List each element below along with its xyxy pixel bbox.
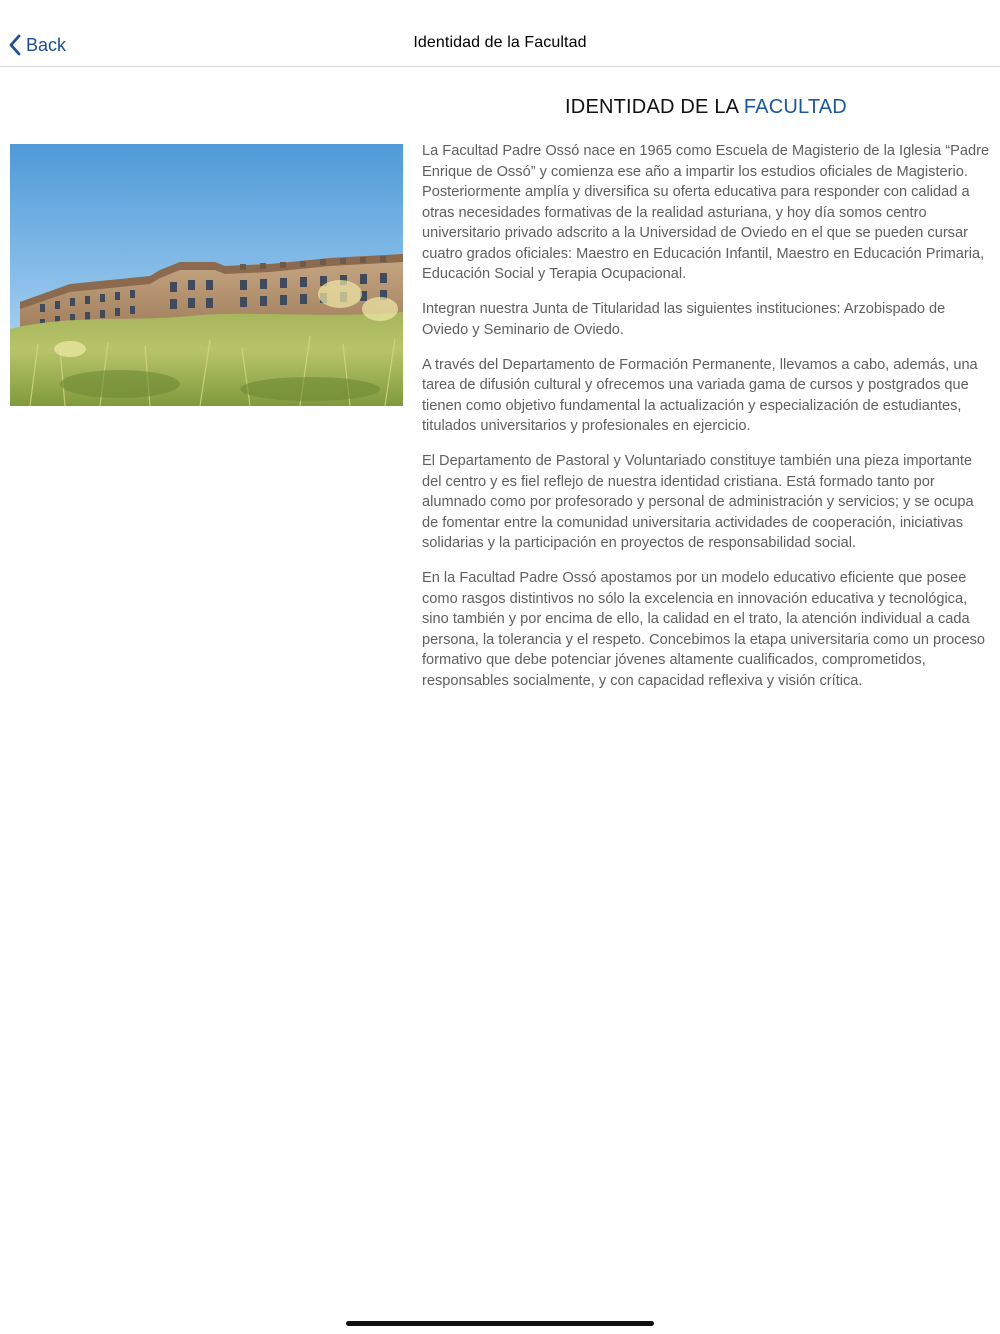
article-paragraph: El Departamento de Pastoral y Voluntariado constituye también una pieza importante del centro y es fiel reflejo de nuestra identidad cristiana. Está formado tanto por alumnado como por profesorado y personal de administración y servicios; y se ocupa de fomentar entre la comunidad universitaria actividades de cooperación, iniciativas solidarias y la participación en proyectos de responsabilidad social.	[422, 453, 974, 551]
back-button-label: Back	[26, 34, 67, 55]
article-paragraph: Integran nuestra Junta de Titularidad las siguientes instituciones: Arzobispado de Oviedo y Seminario de Oviedo.	[422, 301, 946, 338]
section-heading	[412, 96, 1000, 119]
page-title: Identidad de la Facultad	[413, 34, 587, 51]
article-paragraph: En la Facultad Padre Ossó apostamos por un modelo educativo eficiente que posee como rasgos distintivos no sólo la excelencia en innovación educativa y tecnológica, sino también y por encima de ello, la calidad en el trato, la atención individual a cada persona, la tolerancia y el respeto. Concebimos la etapa universitaria como un proceso formativo que debe potenciar jóvenes altamente cualificados, comprometidos, responsables socialmente, y con capacidad reflexiva y visión crítica.	[422, 570, 985, 689]
section-heading-accent: FACULTAD	[743, 96, 847, 118]
faculty-building-photo	[10, 144, 403, 406]
article-paragraph: A través del Departamento de Formación Permanente, llevamos a cabo, además, una tarea de difusión cultural y ofrecemos una variada gama de cursos y postgrados que tienen como objetivo fundamental la actualización y especialización de estudiantes, titulados universitarios y profesionales en ejercicio.	[422, 356, 978, 434]
navigation-bar	[0, 0, 1000, 67]
section-heading-main: IDENTIDAD DE LA	[565, 96, 744, 118]
home-indicator[interactable]	[346, 1321, 654, 1326]
article-paragraph: La Facultad Padre Ossó nace en 1965 como Escuela de Magisterio de la Iglesia “Padre Enrique de Ossó” y comienza ese año a impartir los estudios oficiales de Magisterio. Posteriormente amplía y diversifica su oferta educativa para responder con calidad a otras necesidades formativas de la realidad asturiana, y hoy día somos centro universitario privado adscrito a la Universidad de Oviedo en el que se pueden cursar cuatro grados oficiales: Maestro en Educación Infantil, Maestro en Educación Primaria, Educación Social y Terapia Ocupacional.	[422, 143, 990, 282]
identity-article	[422, 141, 992, 706]
